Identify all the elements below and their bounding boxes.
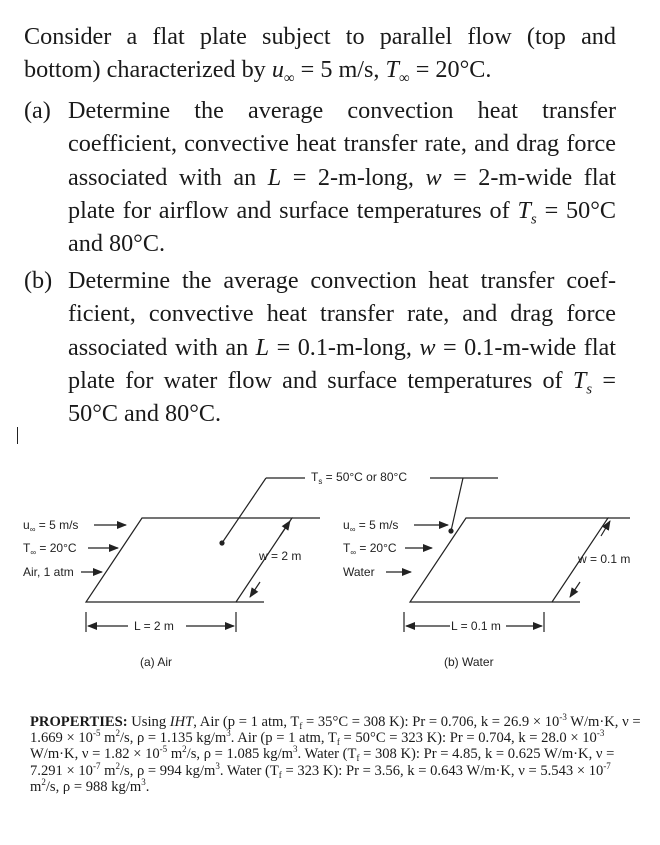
air-temperature-label: $T_\infty = 20^\circ C$ xyxy=(23,541,77,557)
air-width-label: w = 2 m xyxy=(259,549,302,563)
air-length-label: L = 2 m xyxy=(134,619,174,633)
water-fluid-label: Water xyxy=(343,565,375,579)
air-width-arrow-up xyxy=(280,521,290,536)
air-velocity-label: $u_\infty = 5$ m/s xyxy=(23,518,79,534)
surface-temp-label: $T_s = 50^\circ C$ or 80°C xyxy=(311,470,407,486)
water-width-label: w = 0.1 m xyxy=(578,552,631,566)
air-leader-line xyxy=(222,478,266,543)
part-b-text: Determine the average convection heat transfer coef-ficient, convective heat transfer rate, and drag force associated with an L = 0.1-m-long, w = 0.1-m-wide flat plate for water flow and surface temperatures of $T_s = 50^\circ C$ and 80°C. xyxy=(68,267,616,428)
properties-text: PROPERTIES: Using IHT, Air (p = 1 atm, $T_f = 35^\circ C = 308$ K): Pr = 0.706, $k = 26.9 \times 10^{-3}$ W/m·K, $\nu = 1.669 \times 10^{-5}$ $m^2/s$, ρ = 1.135 $kg/m^3$. Air (p = 1 atm, $T_f = 50^\circ C = 323$ K): Pr = 0.704, $k = 28.0 \times 10^{-3}$ W/m·K, $\nu = 1.82 \times 10^{-5}$ $m^2/s$, ρ = 1.085 $kg/m^3$. Water ($T_f = 308$ K): Pr = 4.85, k = 0.625 W/m·K, $\nu = 7.291 \times 10^{-7}$ $m^2/s$, ρ = 994 $kg/m^3$. Water ($T_f = 323$ K): Pr = 3.56, k = 0.643 W/m·K, $\nu = 5.543 \times 10^{-7}$ $m^2/s$, ρ = 988 $kg/m^3$. xyxy=(30,712,641,795)
water-width-arrow-down xyxy=(570,582,580,597)
part-a-text: Determine the average convection heat transfer coefficient, convective heat transfer rate, and drag force associated with an L = 2-m-long, w = 2-m-wide flat plate for airflow and surface temperatures of $T_s = 50^\circ C$ and 80°C. xyxy=(68,97,617,258)
part-b-label: (b) xyxy=(24,267,53,294)
water-caption: (b) Water xyxy=(444,655,494,669)
air-fluid-label: Air, 1 atm xyxy=(23,565,74,579)
air-caption: (a) Air xyxy=(140,655,173,669)
air-width-arrow-down xyxy=(250,582,260,597)
water-leader-line xyxy=(451,478,463,531)
water-width-arrow-up xyxy=(601,521,610,536)
problem-intro: Consider a flat plate subject to parallel flow (top and bottom) characterized by $u_\infty = 5$ m/s, $T_\infty = 20^\circ C$. xyxy=(24,23,616,87)
water-length-label: L = 0.1 m xyxy=(451,619,501,633)
water-velocity-label: $u_\infty = 5$ m/s xyxy=(343,518,399,534)
part-a-label: (a) xyxy=(24,97,51,124)
water-temperature-label: $T_\infty = 20^\circ C$ xyxy=(343,541,397,557)
